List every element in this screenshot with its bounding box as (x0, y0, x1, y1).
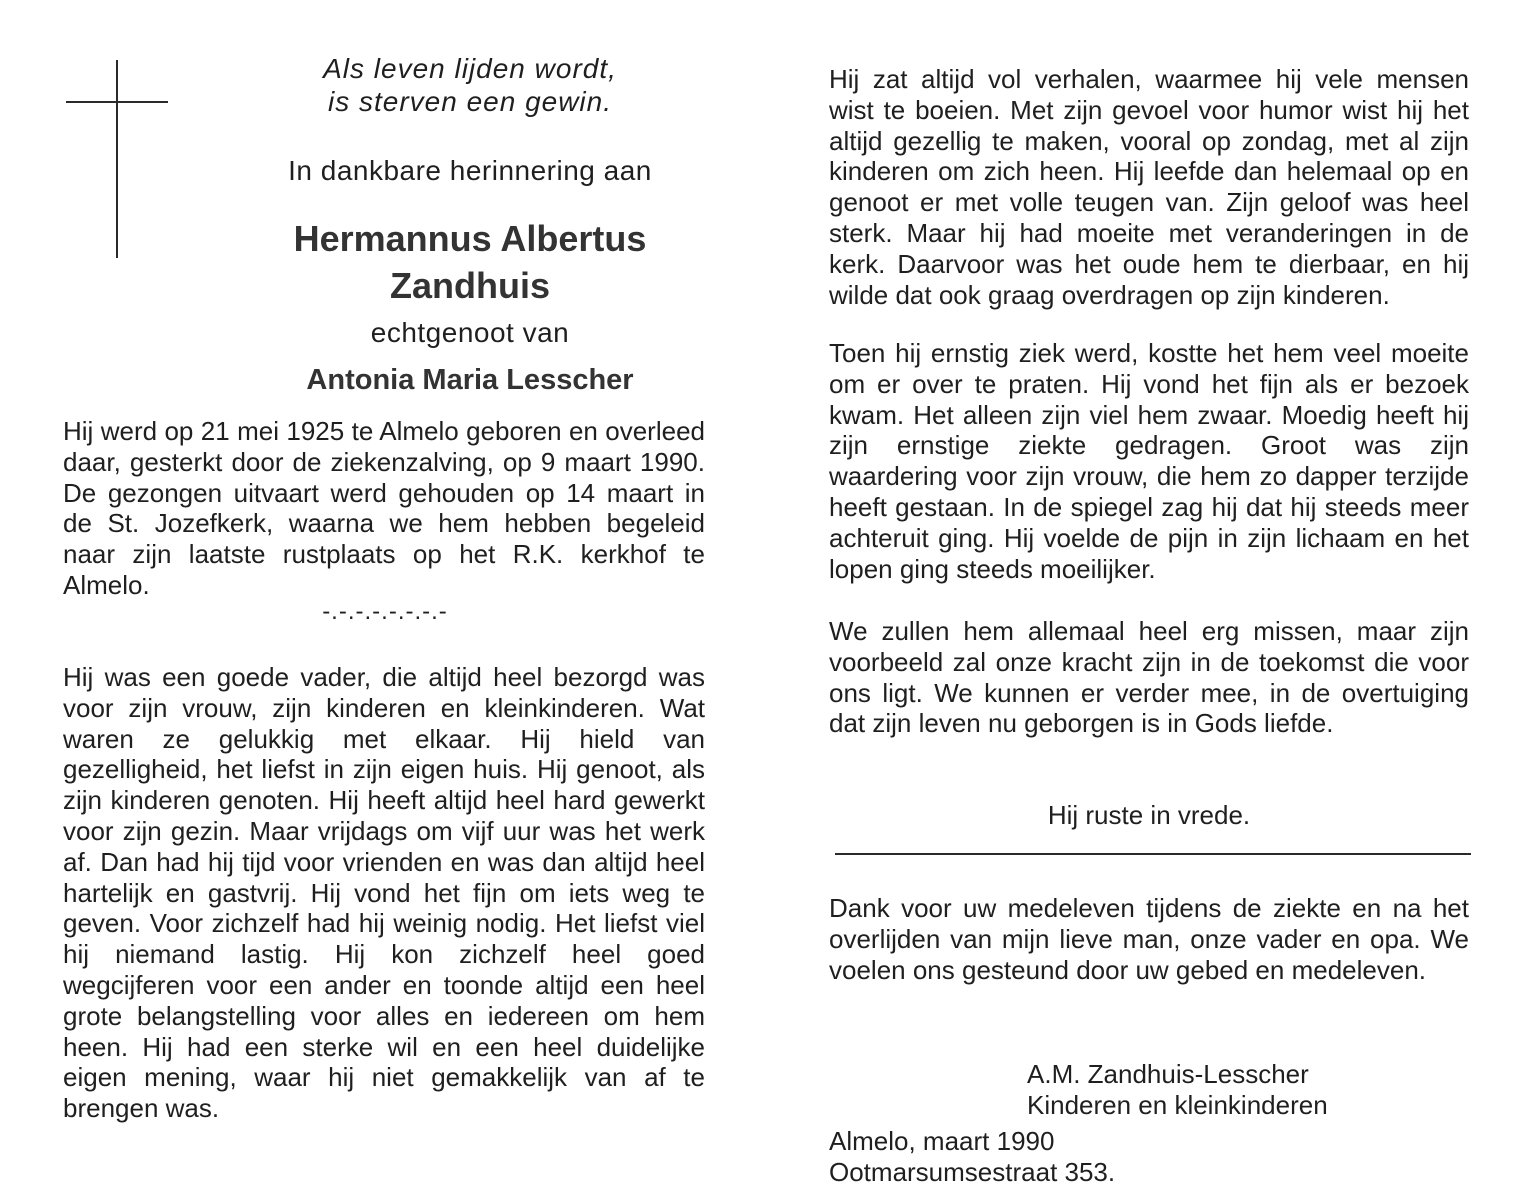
signer-family: Kinderen en kleinkinderen (1027, 1089, 1328, 1120)
motto-line-1: Als leven lijden wordt, (323, 53, 617, 84)
spouse-label: echtgenoot van (370, 317, 570, 348)
illness-paragraph: Toen hij ernstig ziek werd, kostte het hem veel moeite om er over te praten. Hij vond het fijn als er bezoek kwam. Het alleen zijn viel hem zwaar. Moedig heeft hij zijn ernstige ziekte gedragen. Groot was zijn waardering voor zijn vrouw, die hem zo dapper terzijde heeft gestaan. In de spiegel zag hij dat hij steeds meer achteruit ging. Hij voelde de pijn in zijn lichaam en het lopen ging steeds moeilijker. (829, 338, 1469, 584)
street-address: Ootmarsumsestraat 353. (829, 1156, 1116, 1187)
place-date: Almelo, maart 1990 (829, 1126, 1055, 1156)
motto-line-2: is sterven een gewin. (327, 86, 613, 117)
address (829, 1126, 1329, 1188)
missing-paragraph: We zullen hem allemaal heel erg missen, maar zijn voorbeeld zal onze kracht zijn in de toekomst die voor ons ligt. We kunnen er verder mee, in de overtuiging dat zijn leven nu geborgen is in Gods liefde. (829, 616, 1469, 739)
life-paragraph: Hij was een goede vader, die altijd heel bezorgd was voor zijn vrouw, zijn kinderen en kleinkinderen. Wat waren ze gelukkig met elkaar. Hij hield van gezelligheid, het liefst in zijn eigen huis. Hij genoot, als zijn kinderen genoten. Hij heeft altijd heel hard gewerkt voor zijn gezin. Maar vrijdags om vijf uur was het werk af. Dan had hij tijd voor vrienden en was dan altijd heel hartelijk en gastvrij. Hij vond het fijn om iets weg te geven. Voor zichzelf had hij weinig nodig. Het liefst viel hij niemand lastig. Hij kon zichzelf heel goed wegcijferen voor een ander en toonde altijd een heel grote belangstelling voor alles en iedereen om hem heen. Hij had een sterke wil en een heel duidelijke eigen mening, waar hij niet gemakkelijk van af te brengen was. (63, 662, 705, 1124)
rest-line: Hij ruste in vrede. (1047, 800, 1251, 830)
deceased-name (200, 215, 740, 309)
motto (250, 52, 690, 118)
separator: -.-.-.-.-.-.-.- (322, 598, 448, 625)
birth-paragraph: Hij werd op 21 mei 1925 te Almelo geboren en overleed daar, gesterkt door de ziekenzalving, op 9 maart 1990. De gezongen uitvaart werd gehouden op 14 maart in de St. Jozefkerk, waarna we hem hebben begeleid naar zijn laatste rustplaats op het R.K. kerkhof te Almelo. (63, 416, 705, 600)
signer-widow: A.M. Zandhuis-Lesscher (1027, 1059, 1309, 1089)
divider (835, 853, 1471, 855)
cross-icon (66, 60, 168, 258)
stories-paragraph: Hij zat altijd vol verhalen, waarmee hij vele mensen wist te boeien. Met zijn gevoel voor humor wist hij het altijd gezellig te maken, vooral op zondag, met al zijn kinderen om zich heen. Hij leefde dan helemaal op en genoot er met volle teugen van. Zijn geloof was heel sterk. Maar hij had moeite met veranderingen in de kerk. Daarvoor was het oude hem te dierbaar, en hij wilde dat ook graag overdragen op zijn kinderen. (829, 64, 1469, 310)
deceased-surname: Zandhuis (390, 265, 550, 306)
memory-line: In dankbare herinnering aan (288, 155, 652, 186)
signers (1027, 1059, 1467, 1121)
spouse-name: Antonia Maria Lesscher (306, 364, 634, 396)
deceased-given-names: Hermannus Albertus (293, 218, 647, 259)
thanks-paragraph: Dank voor uw medeleven tijdens de ziekte en na het overlijden van mijn lieve man, onze vader en opa. We voelen ons gesteund door uw gebed en medeleven. (829, 893, 1469, 985)
